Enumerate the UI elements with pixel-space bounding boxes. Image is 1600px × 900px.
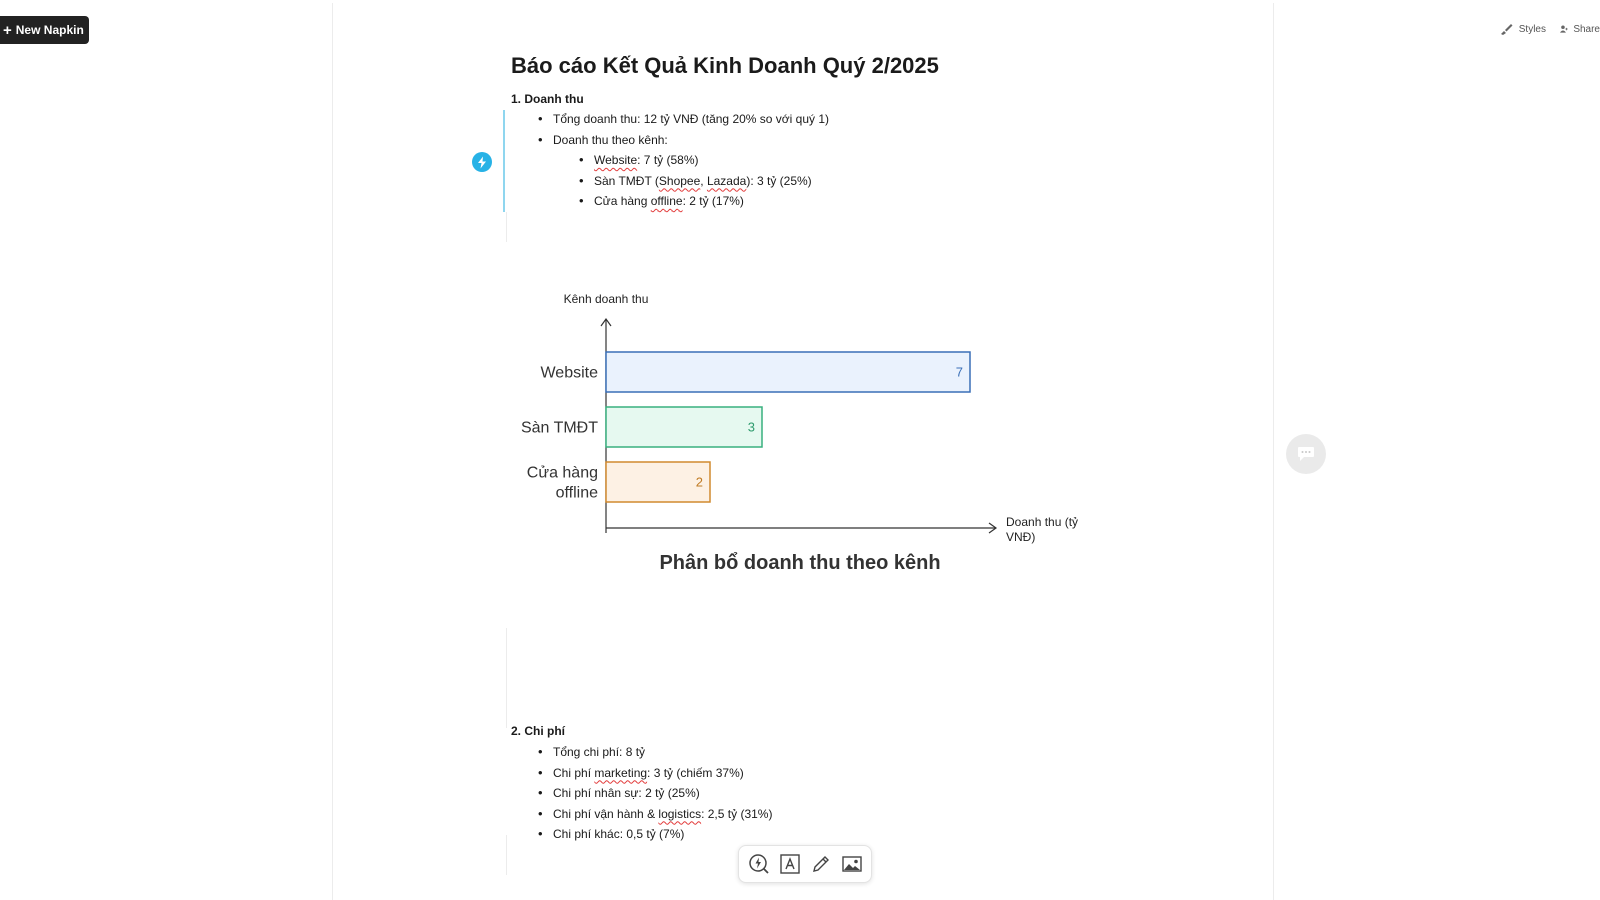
spell-flag: offline <box>650 194 683 208</box>
block-selection-bar <box>503 110 505 212</box>
bar[interactable] <box>606 407 762 447</box>
x-axis-label <box>1006 515 1081 544</box>
x-axis-label-line: Doanh thu (tỷ <box>1006 515 1079 529</box>
image-tool[interactable] <box>838 850 866 878</box>
top-right-actions <box>1499 22 1600 36</box>
item-text: ): 3 tỷ (25%) <box>746 173 812 188</box>
list-item[interactable] <box>577 150 812 171</box>
spell-flag: Shopee <box>658 173 701 188</box>
item-text: : 7 tỷ (58%) <box>637 153 699 167</box>
item-text: Cửa hàng <box>594 194 651 208</box>
add-user-icon <box>1560 22 1568 36</box>
bar-value-label: 2 <box>695 474 703 490</box>
list-item[interactable] <box>577 171 812 192</box>
styles-button[interactable] <box>1499 22 1546 36</box>
text-box-icon <box>779 853 801 875</box>
category-label-line: Website <box>540 364 598 382</box>
generate-visual-button[interactable] <box>472 152 492 172</box>
bar[interactable] <box>606 462 710 502</box>
new-napkin-label: New Napkin <box>15 23 84 37</box>
revenue-list <box>536 109 829 150</box>
list-item[interactable]: • Chi phí khác: 0,5 tỷ (7%) <box>536 824 772 845</box>
item-text: Sàn TMĐT ( <box>594 173 659 188</box>
comment-icon <box>1297 446 1315 462</box>
pen-icon <box>810 853 832 875</box>
block-divider <box>506 835 507 875</box>
section-heading[interactable]: 2. Chi phí <box>511 724 565 738</box>
generate-visual-icon <box>747 852 771 876</box>
category-label <box>521 420 598 437</box>
pen-tool[interactable] <box>807 850 835 878</box>
list-item[interactable] <box>536 804 772 825</box>
lightning-icon <box>476 156 488 169</box>
list-item[interactable]: • Chi phí nhân sự: 2 tỷ (25%) <box>536 783 772 804</box>
category-label <box>527 465 598 502</box>
list-item[interactable] <box>536 763 772 784</box>
spell-flag: Website <box>594 153 638 167</box>
list-item[interactable]: • Tổng chi phí: 8 tỷ <box>536 742 772 763</box>
list-item[interactable]: • Tổng doanh thu: 12 tỷ VNĐ (tăng 20% so với quý 1) <box>536 109 829 130</box>
image-icon <box>841 853 863 875</box>
x-axis-label-line: VNĐ) <box>1006 530 1036 544</box>
channel-list <box>577 150 812 212</box>
share-button[interactable] <box>1560 22 1600 36</box>
category-label-line: Cửa hàng <box>526 464 598 482</box>
bar-value-label: 7 <box>955 364 963 380</box>
item-text: Chi phí vận hành & <box>553 806 659 821</box>
cost-list <box>536 742 772 845</box>
brush-icon <box>1499 22 1514 36</box>
bar-group <box>521 352 970 502</box>
list-item[interactable]: • Doanh thu theo kênh: <box>536 130 829 151</box>
item-text: , <box>700 173 707 188</box>
category-label <box>540 365 598 382</box>
chart-title: Phân bổ doanh thu theo kênh <box>659 552 941 574</box>
bottom-toolbar <box>738 845 872 883</box>
category-label-line: offline <box>555 484 598 502</box>
styles-label: Styles <box>1518 23 1546 35</box>
block-divider <box>506 212 507 242</box>
spell-flag: marketing <box>594 765 648 780</box>
new-napkin-button[interactable] <box>0 16 89 44</box>
generate-visual-tool[interactable] <box>745 850 773 878</box>
bar[interactable] <box>606 352 970 392</box>
bar-value-label: 3 <box>747 419 755 435</box>
revenue-bar-chart[interactable] <box>500 285 1100 585</box>
block-divider <box>506 628 507 728</box>
item-text: : 2 tỷ (17%) <box>682 194 744 208</box>
item-text: : 2,5 tỷ (31%) <box>701 806 773 821</box>
y-axis-label: Kênh doanh thu <box>563 292 649 306</box>
spell-flag: Lazada <box>706 173 747 188</box>
text-box-tool[interactable] <box>776 850 804 878</box>
share-label: Share <box>1573 23 1600 35</box>
section-heading[interactable]: 1. Doanh thu <box>511 92 584 106</box>
item-text: : 3 tỷ (chiếm 37%) <box>647 765 744 780</box>
document-title[interactable]: Báo cáo Kết Quả Kinh Doanh Quý 2/2025 <box>511 53 939 78</box>
plus-icon: + <box>3 21 12 39</box>
item-text: Chi phí <box>553 765 595 780</box>
spell-flag: logistics <box>658 806 702 821</box>
list-item[interactable] <box>577 191 812 212</box>
comment-button[interactable] <box>1286 434 1326 474</box>
category-label-line: Sàn TMĐT <box>520 419 598 437</box>
